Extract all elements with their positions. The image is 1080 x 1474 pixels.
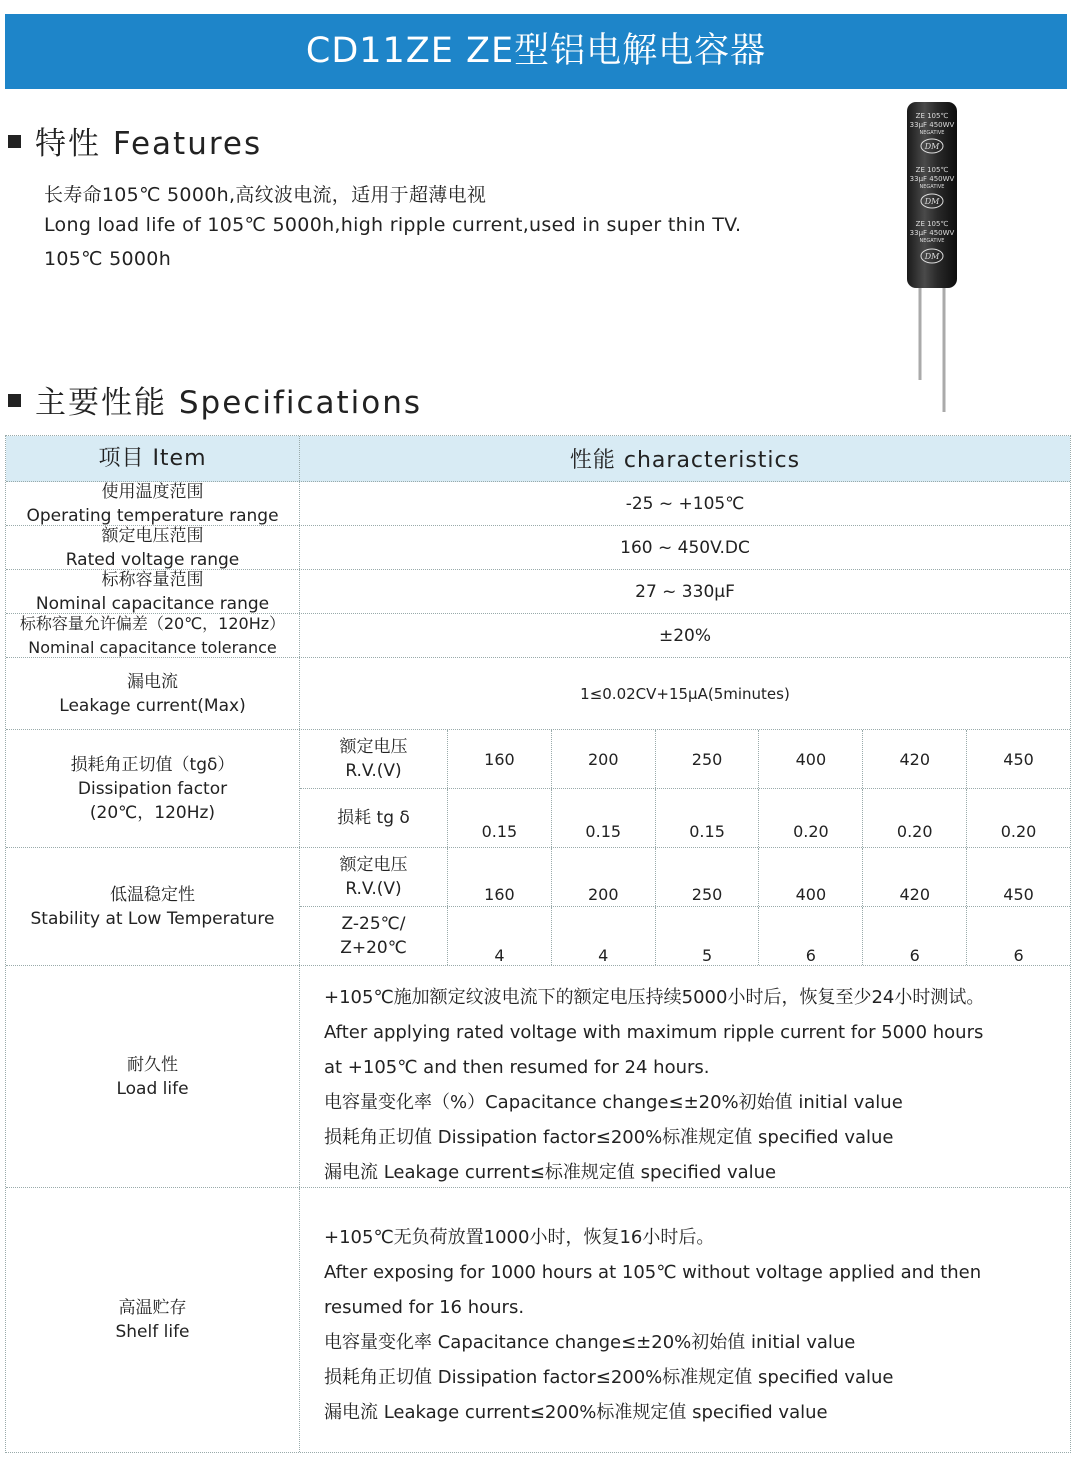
header-characteristics: 性能 characteristics [569, 448, 801, 473]
svg-text:DM: DM [924, 197, 940, 206]
header-item: 项目 Item [6, 436, 300, 481]
label-line: Z+20℃ [340, 938, 407, 958]
dissipation-row [6, 730, 1070, 848]
svg-text:33μF 450WV: 33μF 450WV [909, 121, 955, 129]
bullet-square-icon [8, 135, 21, 148]
row-label-en: Stability at Low Temperature [30, 908, 275, 929]
specifications-heading-text: 主要性能 Specifications [35, 385, 423, 421]
rated-voltage-label [300, 730, 448, 788]
tg-cell: 0.20 [1000, 822, 1037, 841]
row-label-en: Load life [116, 1078, 189, 1099]
table-header-row [6, 436, 1070, 482]
row-label-zh: 标称容量允许偏差（20℃，120Hz） [19, 613, 286, 633]
row-label [6, 730, 300, 847]
voltage-row [300, 730, 1070, 789]
row-label-condition: (20℃，120Hz) [89, 802, 216, 823]
rated-voltage-label [300, 848, 448, 906]
voltage-cell: 420 [863, 848, 967, 906]
svg-text:DM: DM [924, 252, 940, 261]
row-label-zh: 标称容量范围 [101, 569, 204, 590]
bullet-square-icon [8, 394, 21, 407]
text-line: +105℃无负荷放置1000小时，恢复16小时后。 [324, 1227, 715, 1248]
row-label [6, 526, 300, 569]
tg-cell: 0.15 [552, 789, 656, 847]
low-temp-row [6, 848, 1070, 966]
impedance-cell: 6 [1013, 946, 1024, 965]
svg-text:33μF 450WV: 33μF 450WV [909, 229, 955, 237]
text-line: 漏电流 Leakage current≤标准规定值 specified value [324, 1162, 777, 1183]
voltage-cell: 160 [448, 848, 552, 906]
impedance-cell: 5 [656, 907, 760, 965]
svg-text:ZE 105℃: ZE 105℃ [915, 112, 949, 120]
tg-label: 损耗 tg δ [300, 789, 448, 847]
row-value: 160 ~ 450V.DC [620, 537, 750, 558]
row-value: 1≤0.02CV+15μA(5minutes) [580, 684, 790, 703]
tg-cell: 0.15 [448, 789, 552, 847]
impedance-cell: 4 [552, 907, 656, 965]
svg-text:ZE 105℃: ZE 105℃ [915, 166, 949, 174]
table-row [6, 570, 1070, 614]
row-label-en: Dissipation factor [77, 778, 228, 799]
text-line: After exposing for 1000 hours at 105℃ without voltage applied and then [324, 1262, 982, 1283]
label-line: Z-25℃/ [341, 914, 406, 934]
load-life-row [6, 966, 1070, 1188]
text-line: at +105℃ and then resumed for 24 hours. [324, 1057, 710, 1078]
feature-line: Long load life of 105℃ 5000h,high ripple current,used in super thin TV. [44, 214, 742, 236]
row-label-en: Shelf life [115, 1322, 190, 1342]
specifications-table [5, 435, 1071, 1453]
row-label-en: Nominal capacitance tolerance [28, 637, 277, 657]
voltage-cell: 420 [863, 730, 967, 788]
impedance-label [300, 907, 448, 965]
row-label-zh: 高温贮存 [118, 1298, 187, 1318]
impedance-row [300, 907, 1070, 965]
dissipation-subtable [300, 730, 1070, 847]
text-line: 漏电流 Leakage current≤200%标准规定值 specified value [324, 1402, 828, 1423]
voltage-cell: 250 [656, 848, 760, 906]
voltage-cell: 250 [656, 730, 760, 788]
table-row [6, 482, 1070, 526]
table-row [6, 526, 1070, 570]
impedance-cell: 4 [448, 907, 552, 965]
row-label [6, 482, 300, 525]
voltage-cell: 450 [1003, 749, 1034, 769]
voltage-cell: 200 [552, 730, 656, 788]
svg-text:33μF 450WV: 33μF 450WV [909, 175, 955, 183]
low-temp-subtable [300, 848, 1070, 965]
shelf-life-text [300, 1188, 1070, 1452]
feature-line: 105℃ 5000h [44, 248, 172, 270]
text-line: After applying rated voltage with maximum ripple current for 5000 hours [324, 1022, 984, 1043]
impedance-cell: 6 [863, 907, 967, 965]
text-line: 损耗角正切值 Dissipation factor≤200%标准规定值 specified value [324, 1367, 894, 1388]
label-zh: 额定电压 [339, 855, 408, 875]
voltage-cell: 160 [448, 730, 552, 788]
row-label [6, 614, 300, 657]
svg-text:NEGATIVE: NEGATIVE [919, 130, 945, 136]
title-banner: CD11ZE ZE型铝电解电容器 [5, 14, 1067, 89]
row-label [6, 848, 300, 965]
tg-cell: 0.20 [759, 789, 863, 847]
text-line: resumed for 16 hours. [324, 1297, 525, 1318]
row-label-zh: 漏电流 [127, 671, 178, 692]
tg-row [300, 789, 1070, 847]
text-line: 电容量变化率 Capacitance change≤±20%初始值 initial value [324, 1332, 856, 1353]
feature-line: 长寿命105℃ 5000h,高纹波电流，适用于超薄电视 [44, 184, 487, 206]
row-label-zh: 低温稳定性 [110, 884, 195, 905]
table-row [6, 658, 1070, 730]
row-label [6, 658, 300, 729]
text-line: 损耗角正切值 Dissipation factor≤200%标准规定值 specified value [324, 1127, 894, 1148]
text-line: +105℃施加额定纹波电流下的额定电压持续5000小时后，恢复至少24小时测试。 [324, 987, 985, 1008]
row-label [6, 1188, 300, 1452]
svg-text:DM: DM [924, 142, 940, 151]
svg-text:NEGATIVE: NEGATIVE [919, 184, 945, 190]
row-label-zh: 耐久性 [127, 1054, 178, 1075]
load-life-text [300, 966, 1070, 1187]
row-label-zh: 损耗角正切值（tgδ） [70, 754, 235, 775]
capacitor-product-image [900, 100, 970, 420]
features-heading-text: 特性 Features [35, 126, 263, 162]
shelf-life-row [6, 1188, 1070, 1452]
specifications-heading [8, 377, 422, 422]
text-line: 电容量变化率（%）Capacitance change≤±20%初始值 initial value [324, 1092, 903, 1113]
row-label-zh: 使用温度范围 [101, 481, 204, 502]
voltage-cell: 200 [552, 848, 656, 906]
row-label-zh: 额定电压范围 [101, 525, 204, 546]
tg-cell: 0.20 [863, 789, 967, 847]
table-row [6, 614, 1070, 658]
voltage-cell: 450 [1003, 885, 1034, 904]
voltage-row [300, 848, 1070, 907]
row-label [6, 570, 300, 613]
impedance-cell: 6 [759, 907, 863, 965]
row-value: -25 ~ +105℃ [625, 493, 745, 514]
tg-cell: 0.15 [656, 789, 760, 847]
label-en: R.V.(V) [345, 879, 402, 899]
row-label [6, 966, 300, 1187]
svg-text:ZE 105℃: ZE 105℃ [915, 220, 949, 228]
row-label-en: Leakage current(Max) [59, 695, 246, 716]
label-zh: 额定电压 [339, 737, 408, 757]
row-label-en: Operating temperature range [26, 505, 279, 526]
voltage-cell: 400 [759, 848, 863, 906]
label-en: R.V.(V) [345, 761, 402, 781]
row-label-en: Rated voltage range [65, 549, 240, 570]
row-label-en: Nominal capacitance range [35, 593, 270, 614]
row-value: ±20% [658, 625, 712, 646]
row-value: 27 ~ 330μF [635, 581, 735, 602]
svg-text:NEGATIVE: NEGATIVE [919, 238, 945, 244]
features-heading [8, 118, 262, 163]
voltage-cell: 400 [759, 730, 863, 788]
